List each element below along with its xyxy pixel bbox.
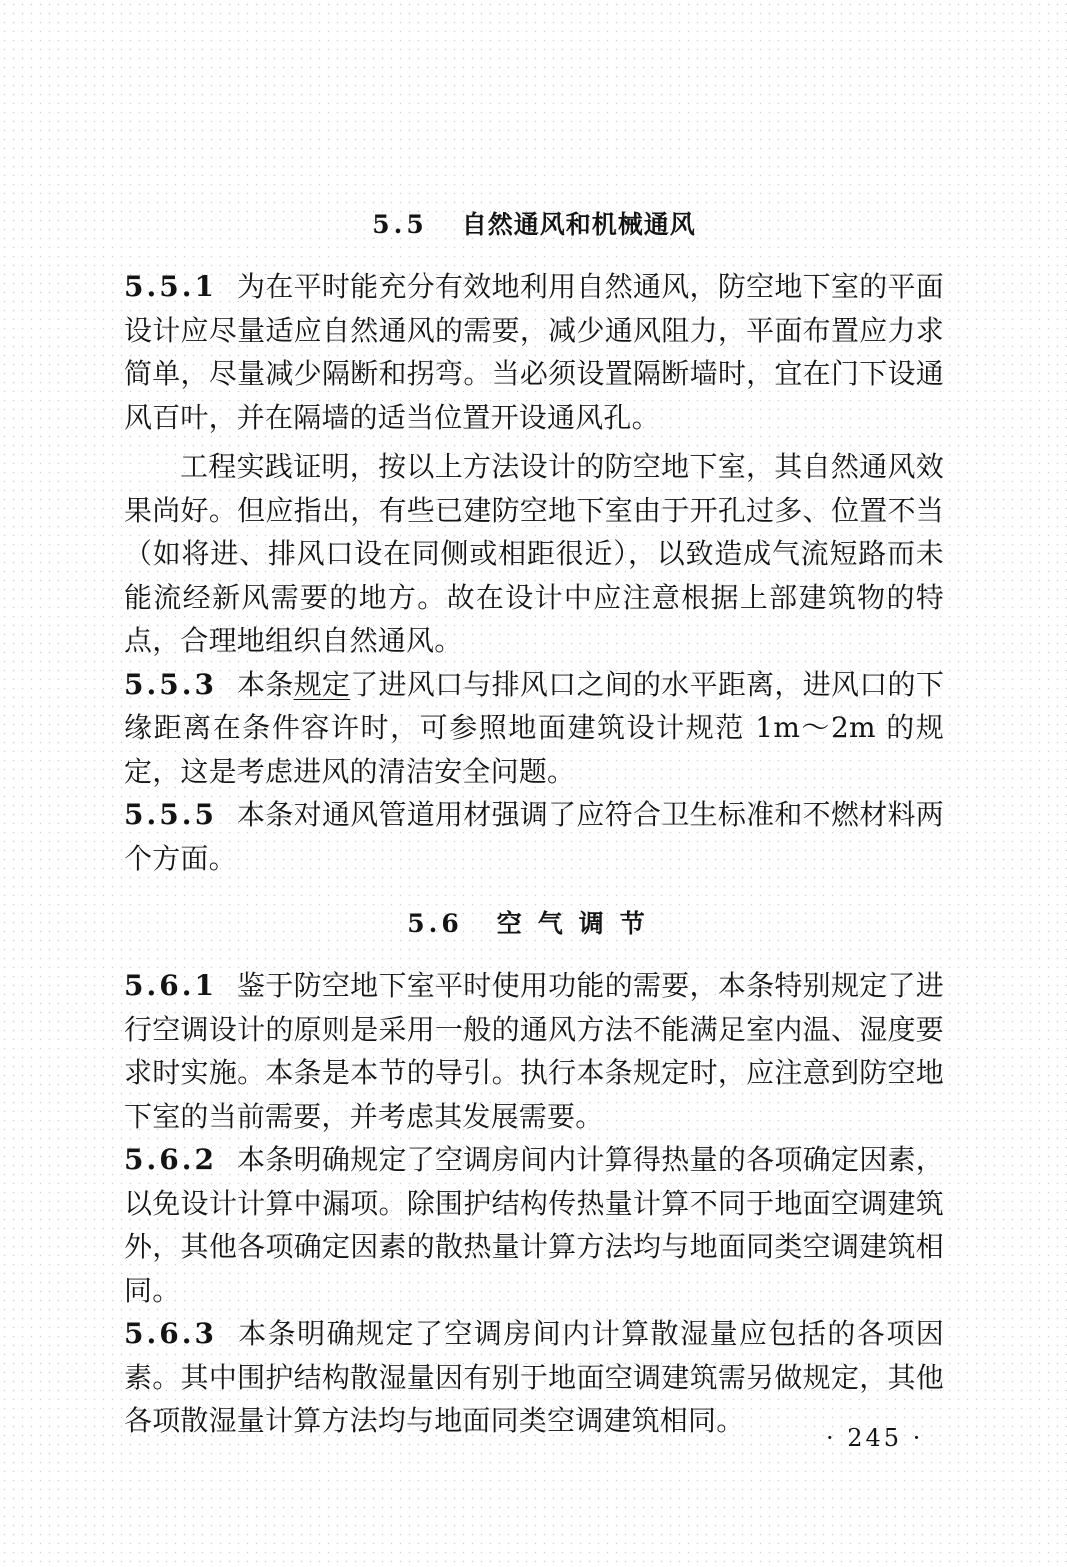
clause-text: 本条明确规定了空调房间内计算得热量的各项确定因素，以免设计计算中漏项。除围护结构传热量计算不同于地面空调建筑外，其他各项确定因素的散热量计算方法均与地面同类空调建筑相同。 <box>124 1143 944 1307</box>
clause-number: 5.6.2 <box>124 1143 217 1176</box>
clause-text: 本条明确规定了空调房间内计算散湿量应包括的各项因素。其中围护结构散湿量因有别于地面空调建筑需另做规定，其他各项散湿量计算方法均与地面同类空调建筑相同。 <box>124 1317 944 1437</box>
clause-text-cont: 了进风口与排风口之间的水平距离，进风口的下缘距离在条件容许时，可参照地面建筑设计规范 1m～2m 的规定，这是考虑进风的清洁安全问题。 <box>124 667 945 788</box>
clause-5-6-3 <box>124 1312 944 1443</box>
clause-text: 本条 <box>236 667 294 701</box>
section-title: 空气调节 <box>496 909 661 938</box>
clause-text: 为在平时能充分有效地利用自然通风，防空地下室的平面设计应尽量适应自然通风的需要，减少通风阻力，平面布置应力求简单，尽量减少隔断和拐弯。当必须设置隔断墙时，宜在门下设通风百叶，并在隔墙的适当位置开设通风孔。 <box>124 270 944 434</box>
clause-5-5-5 <box>124 793 944 880</box>
clause-number: 5.6.1 <box>124 969 217 1002</box>
section-title: 自然通风和机械通风 <box>461 210 696 239</box>
clause-number: 5.5.5 <box>124 798 217 831</box>
underlined-term: 规定 <box>293 667 351 701</box>
clause-5-6-1 <box>124 964 944 1138</box>
section-number: 5.5 <box>372 210 428 239</box>
clause-5-5-3 <box>124 663 944 794</box>
section-heading-5-5 <box>124 195 944 255</box>
clause-text: 本条对通风管道用材强调了应符合卫生标准和不燃材料两个方面。 <box>124 798 944 875</box>
paragraph-5-5-1-explanation: 工程实践证明，按以上方法设计的防空地下室，其自然通风效果尚好。但应指出，有些已建防空地下室由于开孔过多、位置不当（如将进、排风口设在同侧或相距很近），以致造成气流短路而未能流经新风需要的地方。故在设计中应注意根据上部建筑物的特点，合理地组织自然通风。 <box>124 450 944 657</box>
section-heading-5-6 <box>124 894 944 954</box>
clause-number: 5.5.3 <box>124 667 217 701</box>
clause-5-6-2 <box>124 1138 944 1312</box>
section-number: 5.6 <box>407 909 463 938</box>
clause-number: 5.6.3 <box>124 1317 217 1350</box>
clause-number: 5.5.1 <box>124 270 217 303</box>
page-number: · 245 · <box>826 1424 924 1452</box>
page-body <box>124 195 944 1443</box>
clause-text: 鉴于防空地下室平时使用功能的需要，本条特别规定了进行空调设计的原则是采用一般的通风方法不能满足室内温、湿度要求时实施。本条是本节的导引。执行本条规定时，应注意到防空地下室的当前需要，并考虑其发展需要。 <box>124 969 944 1133</box>
clause-5-5-1 <box>124 265 944 439</box>
